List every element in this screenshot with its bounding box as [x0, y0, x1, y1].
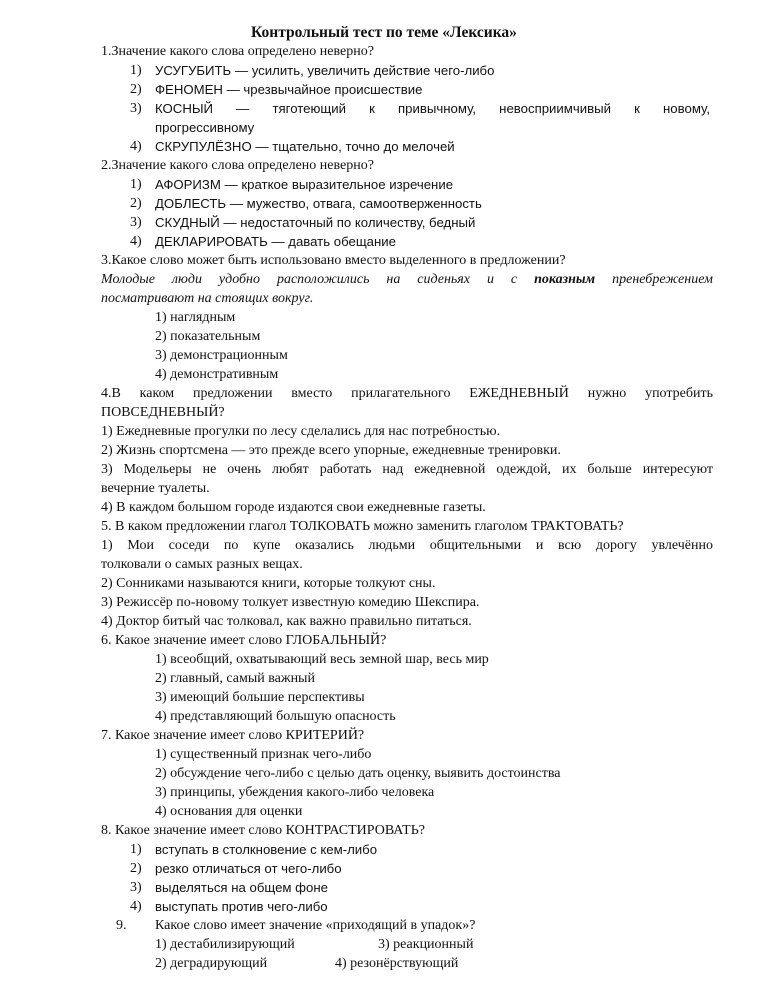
sentence-part: Молодые люди удобно расположились на сиденьях и с	[101, 272, 535, 287]
question-4-continuation: ПОВСЕДНЕВНЫЙ?	[101, 405, 225, 420]
question-9-number: 9.	[116, 918, 127, 933]
option-text: 4) представляющий большую опасность	[155, 709, 396, 724]
option-text: 1) дестабилизирующий	[155, 937, 295, 952]
option-text: резко отличаться от чего-либо	[155, 861, 342, 876]
option-number: 4)	[130, 234, 142, 249]
option-text: 4) резонёрствующий	[335, 956, 459, 971]
option-text: 2) обсуждение чего-либо с целью дать оценку, выявить достоинства	[155, 766, 561, 781]
option-text: ДОБЛЕСТЬ — мужество, отвага, самоотверженность	[155, 196, 482, 211]
option-number: 2)	[130, 861, 142, 876]
option-text: выделяться на общем фоне	[155, 880, 328, 895]
option-text: 1) всеобщий, охватывающий весь земной шар, весь мир	[155, 652, 489, 667]
option-text: 4) основания для оценки	[155, 804, 303, 819]
option-number: 1)	[130, 842, 142, 857]
option-text: ФЕНОМЕН — чрезвычайное происшествие	[155, 82, 423, 97]
option-text: УСУГУБИТЬ — усилить, увеличить действие чего-либо	[155, 63, 495, 78]
question-5: 5. В каком предложении глагол ТОЛКОВАТЬ можно заменить глаголом ТРАКТОВАТЬ?	[101, 519, 624, 534]
option-number: 2)	[130, 196, 142, 211]
question-8: 8. Какое значение имеет слово КОНТРАСТИРОВАТЬ?	[101, 823, 425, 838]
question-9: Какое слово имеет значение «приходящий в упадок»?	[155, 918, 476, 933]
option-text: 2) главный, самый важный	[155, 671, 315, 686]
question-6: 6. Какое значение имеет слово ГЛОБАЛЬНЫЙ?	[101, 633, 387, 648]
option-number: 4)	[130, 899, 142, 914]
example-sentence-continuation: посматривают на стоящих вокруг.	[101, 291, 314, 306]
option-text-continuation: вечерние туалеты.	[101, 481, 210, 496]
option-text: 4) демонстративным	[155, 367, 279, 382]
question-7: 7. Какое значение имеет слово КРИТЕРИЙ?	[101, 728, 365, 743]
option-text: 2) показательным	[155, 329, 261, 344]
option-number: 3)	[130, 215, 142, 230]
option-number: 3)	[130, 101, 142, 116]
option-text: выступать против чего-либо	[155, 899, 328, 914]
sentence-part: пренебрежением	[595, 272, 713, 287]
option-text: 2) деградирующий	[155, 956, 268, 971]
question-1: 1.Значение какого слова определено неверно?	[101, 44, 374, 59]
option-text: 1) существенный признак чего-либо	[155, 747, 372, 762]
question-4: 4.В каком предложении вместо прилагательного ЕЖЕДНЕВНЫЙ нужно употребить	[101, 386, 713, 401]
option-text: 2) Сонниками называются книги, которые толкуют сны.	[101, 576, 436, 591]
option-text: 2) Жизнь спортсмена — это прежде всего упорные, ежедневные тренировки.	[101, 443, 561, 458]
option-text: 3) имеющий большие перспективы	[155, 690, 365, 705]
question-3: 3.Какое слово может быть использовано вместо выделенного в предложении?	[101, 253, 566, 268]
option-number: 4)	[130, 139, 142, 154]
example-sentence	[101, 271, 713, 289]
option-text: КОСНЫЙ — тяготеющий к привычному, невосприимчивый к новому,	[155, 101, 710, 116]
option-text: 3) Модельеры не очень любят работать над ежедневной одеждой, их больше интересуют	[101, 462, 713, 477]
option-text: 4) В каждом большом городе издаются свои ежедневные газеты.	[101, 500, 486, 515]
option-text: 1) Ежедневные прогулки по лесу сделались для нас потребностью.	[101, 424, 501, 439]
option-text: ДЕКЛАРИРОВАТЬ — давать обещание	[155, 234, 396, 249]
option-text: СКРУПУЛЁЗНО — тщательно, точно до мелочей	[155, 139, 455, 154]
option-text: 3) реакционный	[378, 937, 474, 952]
option-text: АФОРИЗМ — краткое выразительное изречение	[155, 177, 454, 192]
option-number: 3)	[130, 880, 142, 895]
option-number: 1)	[130, 177, 142, 192]
question-2: 2.Значение какого слова определено неверно?	[101, 158, 374, 173]
option-number: 1)	[130, 63, 142, 78]
option-text: СКУДНЫЙ — недостаточный по количеству, бедный	[155, 215, 476, 230]
option-text-continuation: прогрессивному	[155, 120, 255, 135]
page-title: Контрольный тест по теме «Лексика»	[251, 24, 517, 41]
option-text: 1) Мои соседи по купе оказались людьми общительными и всю дорогу увлечённо	[101, 538, 713, 553]
option-text: 1) наглядным	[155, 310, 236, 325]
highlighted-word: показным	[534, 272, 596, 287]
option-text: 4) Доктор битый час толковал, как важно правильно питаться.	[101, 614, 472, 629]
option-text: 3) демонстрационным	[155, 348, 288, 363]
option-text: 3) принципы, убеждения какого-либо человека	[155, 785, 435, 800]
option-number: 2)	[130, 82, 142, 97]
option-text: вступать в столкновение с кем-либо	[155, 842, 378, 857]
option-text: 3) Режиссёр по-новому толкует известную комедию Шекспира.	[101, 595, 480, 610]
option-text-continuation: толковали о самых разных вещах.	[101, 557, 303, 572]
